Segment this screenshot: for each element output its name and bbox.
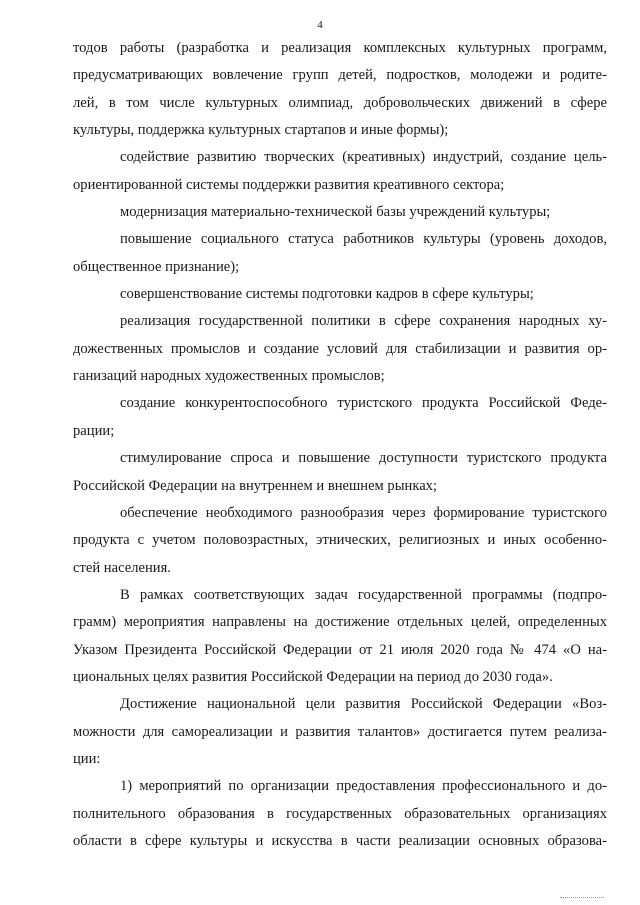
text-line: продукта с учетом половозрастных, этнических, религиозных и иных особенно- — [73, 532, 607, 549]
text-line: культуры, поддержка культурных стартапов и иные формы); — [73, 122, 449, 139]
text-line: ганизаций народных художественных промыслов; — [73, 368, 385, 385]
text-line: ориентированной системы поддержки развития креативного сектора; — [73, 176, 505, 193]
text-line: ции: — [73, 750, 101, 767]
text-line: дожественных промыслов и создание условий для стабилизации и развития ор- — [73, 340, 607, 357]
text-line: В рамках соответствующих задач государственной программы (подпро- — [120, 586, 607, 603]
text-line: полнительного образования в государственных образовательных организациях — [73, 805, 607, 822]
text-line: повышение социального статуса работников культуры (уровень доходов, — [120, 231, 607, 248]
text-line: лей, в том числе культурных олимпиад, добровольческих движений в сфере — [73, 94, 607, 111]
body-text — [73, 35, 607, 855]
text-line: реализация государственной политики в сфере сохранения народных ху- — [120, 313, 607, 330]
text-line: общественное признание); — [73, 258, 240, 275]
text-line: совершенствование системы подготовки кадров в сфере культуры; — [120, 286, 534, 303]
text-line: Достижение национальной цели развития Российской Федерации «Воз- — [120, 696, 607, 713]
text-line: содействие развитию творческих (креативных) индустрий, создание цель- — [120, 149, 607, 166]
text-line: 1) мероприятий по организации предоставления профессионального и до- — [120, 778, 607, 795]
text-line: области в сфере культуры и искусства в части реализации основных образова- — [73, 832, 607, 849]
text-line: обеспечение необходимого разнообразия через формирование туристского — [120, 504, 607, 521]
text-line: Указом Президента Российской Федерации от 21 июля 2020 года № 474 «О на- — [73, 641, 607, 658]
text-line: Российской Федерации на внутреннем и внешнем рынках; — [73, 477, 438, 494]
text-line: стей населения. — [73, 559, 171, 576]
text-line: тодов работы (разработка и реализация комплексных культурных программ, — [73, 40, 607, 56]
text-line: создание конкурентоспособного туристского продукта Российской Феде- — [120, 395, 607, 412]
text-line: рации; — [73, 422, 115, 439]
scan-artifact-mark — [560, 897, 604, 900]
text-line: модернизация материально-технической базы учреждений культуры; — [120, 204, 551, 221]
text-line: стимулирование спроса и повышение доступности туристского продукта — [120, 450, 607, 467]
page-number: 4 — [317, 19, 323, 31]
text-line: грамм) мероприятия направлены на достижение отдельных целей, определенных — [73, 614, 607, 631]
text-line: циональных целях развития Российской Федерации на период до 2030 года». — [73, 668, 553, 685]
text-line: предусматривающих вовлечение групп детей, подростков, молодежи и родите- — [73, 67, 607, 84]
text-line: можности для самореализации и развития талантов» достигается путем реализа- — [73, 723, 607, 740]
